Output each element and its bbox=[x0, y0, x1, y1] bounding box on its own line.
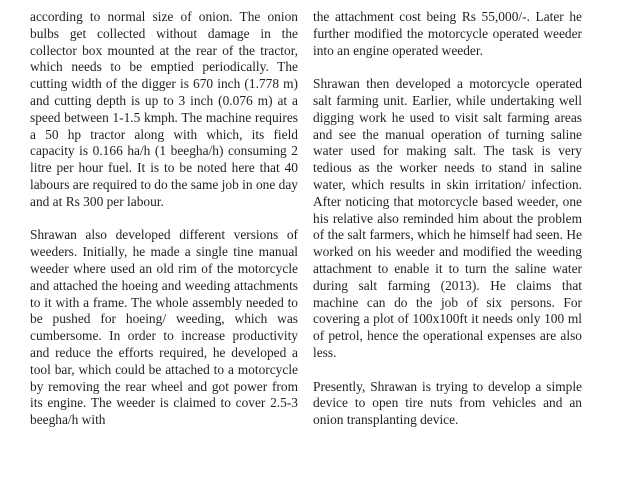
right-column bbox=[313, 9, 582, 429]
paragraph-weeders: Shrawan also developed different versions of weeders. Initially, he made a single tine manual weeder where used an old rim of the motorcycle and attached the hoeing and weeding attachments to it with a frame. The whole assembly needed to be pushed for hoeing/ weeding, which was cumbersome. In order to increase productivity and reduce the efforts required, he developed a tool bar, which could be attached to a motorcycle by removing the rear wheel and got power from its engine. The weeder is claimed to cover 2.5-3 beegha/h with bbox=[30, 227, 298, 428]
left-column bbox=[30, 9, 298, 429]
paragraph-presently: Presently, Shrawan is trying to develop a simple device to open tire nuts from vehicles and an onion transplanting device. bbox=[313, 378, 582, 428]
paragraph-attachment-cost: the attachment cost being Rs 55,000/-. Later he further modified the motorcycle operated weeder into an engine operated weeder. bbox=[313, 9, 582, 58]
paragraph-salt-farming: Shrawan then developed a motorcycle operated salt farming unit. Earlier, while undertaking well digging work he used to visit salt farming areas and see the manual operation of turning saline water used for making salt. The task is very tedious as the worker needs to stand in saline water, which results in skin irritation/ infection. After noticing that motorcycle based weeder, one his relative also reminded him about the problem of the salt farmers, which he himself had seen. He worked on his weeder and modified the weeding attachment to enable it to turn the saline water during salt farming (2013). He claims that machine can do the job of six persons. For covering a plot of 100x100ft it needs only 100 ml of petrol, hence the operational expenses are also less. bbox=[313, 76, 582, 360]
paragraph-onion-digger: according to normal size of onion. The onion bulbs get collected without damage in the collector box mounted at the rear of the tractor, which needs to be emptied periodically. The cutting width of the digger is 670 inch (1.778 m) and cutting depth is up to 3 inch (0.076 m) at a speed between 1-1.5 kmph. The machine requires a 50 hp tractor along with which, its field capacity is 0.166 ha/h (1 beegha/h) consuming 2 litre per hour fuel. It is to be noted here that 40 labours are required to do the same job in one day and at Rs 300 per labour. bbox=[30, 9, 298, 209]
